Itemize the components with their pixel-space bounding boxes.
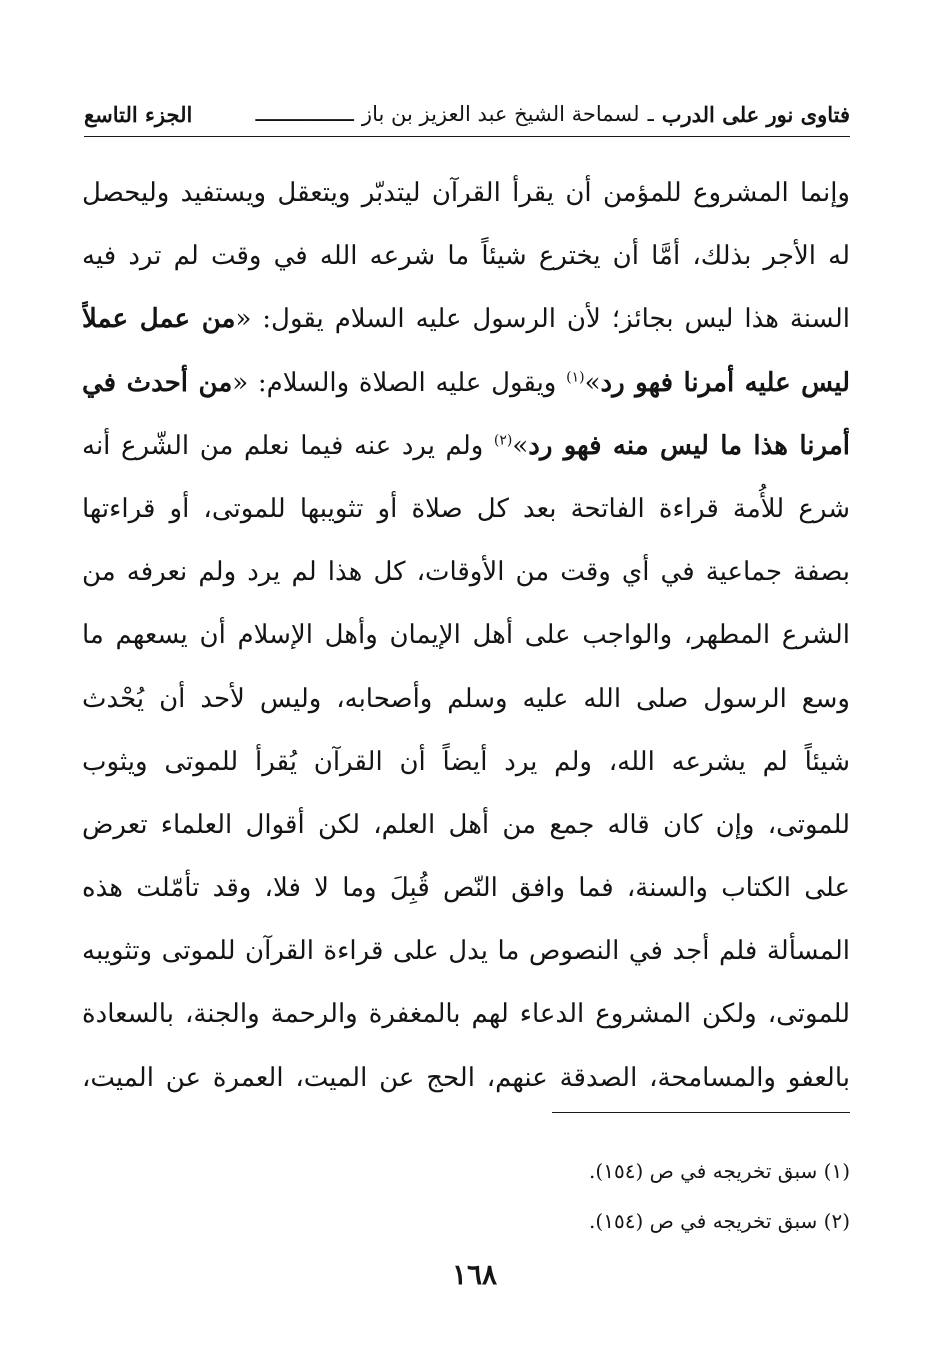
body-line-9: وسع الرسول صلى الله عليه وسلم وأصحابه، وليس لأحد أن يُحْدث xyxy=(82,683,850,714)
page-number: ١٦٨ xyxy=(451,1258,498,1291)
hadith-text: من عمل عملاً xyxy=(82,304,236,335)
body-line-15: بالعفو والمسامحة، الصدقة عنهم، الحج عن الميت، العمرة عن الميت، xyxy=(82,1062,850,1093)
footnote-divider xyxy=(552,1112,850,1113)
book-title: فتاوى نور على الدرب xyxy=(661,101,850,127)
body-line-3 xyxy=(82,288,850,351)
body-text xyxy=(82,162,850,1110)
body-text-run: ولم يرد عنه فيما نعلم من الشّرع أنه xyxy=(82,430,494,461)
hadith-text: ليس عليه أمرنا فهو رد xyxy=(600,367,850,398)
body-line-14: للموتى، ولكن المشروع الدعاء لهم بالمغفرة والرحمة والجنة، بالسعادة xyxy=(82,999,850,1030)
hadith-text: أمرنا هذا ما ليس منه فهو رد xyxy=(528,430,850,461)
volume-label: الجزء التاسع xyxy=(84,101,193,127)
body-line-4 xyxy=(82,352,850,415)
body-text-run: ويقول عليه الصلاة والسلام: « xyxy=(232,367,567,398)
footnote-ref-2: (٢) xyxy=(493,432,513,449)
body-line-7: بصفة جماعية في أي وقت من الأوقات، كل هذا لم يرد ولم نعرفه من xyxy=(82,557,850,588)
body-line-6: شرع للأُمة قراءة الفاتحة بعد كل صلاة أو تثويبها للموتى، أو قراءتها xyxy=(82,493,850,524)
body-line-11: للموتى، وإن كان قاله جمع من أهل العلم، لكن أقوال العلماء تعرض xyxy=(82,809,850,840)
header-left-group xyxy=(255,102,850,127)
body-line-5 xyxy=(82,415,850,478)
author-line: لسماحة الشيخ عبد العزيز بن باز xyxy=(361,102,640,126)
body-line-1: وإنما المشروع للمؤمن أن يقرأ القرآن ليتدبّر ويتعقل ويستفيد وليحصل xyxy=(82,178,850,208)
body-line-2: له الأجر بذلك، أمَّا أن يخترع شيئاً ما شرعه الله في وقت لم ترد فيه xyxy=(82,241,850,272)
header-rule: ــــــــــــــــ xyxy=(255,102,354,126)
footnote-2: (٢) سبق تخريجه في ص (١٥٤). xyxy=(589,1209,850,1233)
footnote-ref-1: (١) xyxy=(566,368,585,385)
footnote-1: (١) سبق تخريجه في ص (١٥٤). xyxy=(589,1159,850,1183)
body-line-8: الشرع المطهر، والواجب على أهل الإيمان وأهل الإسلام أن يسعهم ما xyxy=(82,620,850,651)
body-line-12: على الكتاب والسنة، فما وافق النّص قُبِلَ وما لا فلا، وقد تأمّلت هذه xyxy=(82,873,850,904)
body-line-13: المسألة فلم أجد في النصوص ما يدل على قراءة القرآن للموتى وتثويبه xyxy=(82,936,850,967)
body-text-run: السنة هذا ليس بجائز؛ لأن الرسول عليه السلام يقول: « xyxy=(235,304,850,335)
running-header xyxy=(84,92,850,137)
hadith-text: من أحدث في xyxy=(82,367,233,398)
body-line-10: شيئاً لم يشرعه الله، ولم يرد أيضاً أن القرآن يُقرأ للموتى ويثوب xyxy=(82,746,850,777)
header-separator: ـ xyxy=(647,102,654,126)
quote-close: » xyxy=(584,367,601,398)
footnotes xyxy=(400,1146,850,1246)
quote-close: » xyxy=(512,430,529,461)
